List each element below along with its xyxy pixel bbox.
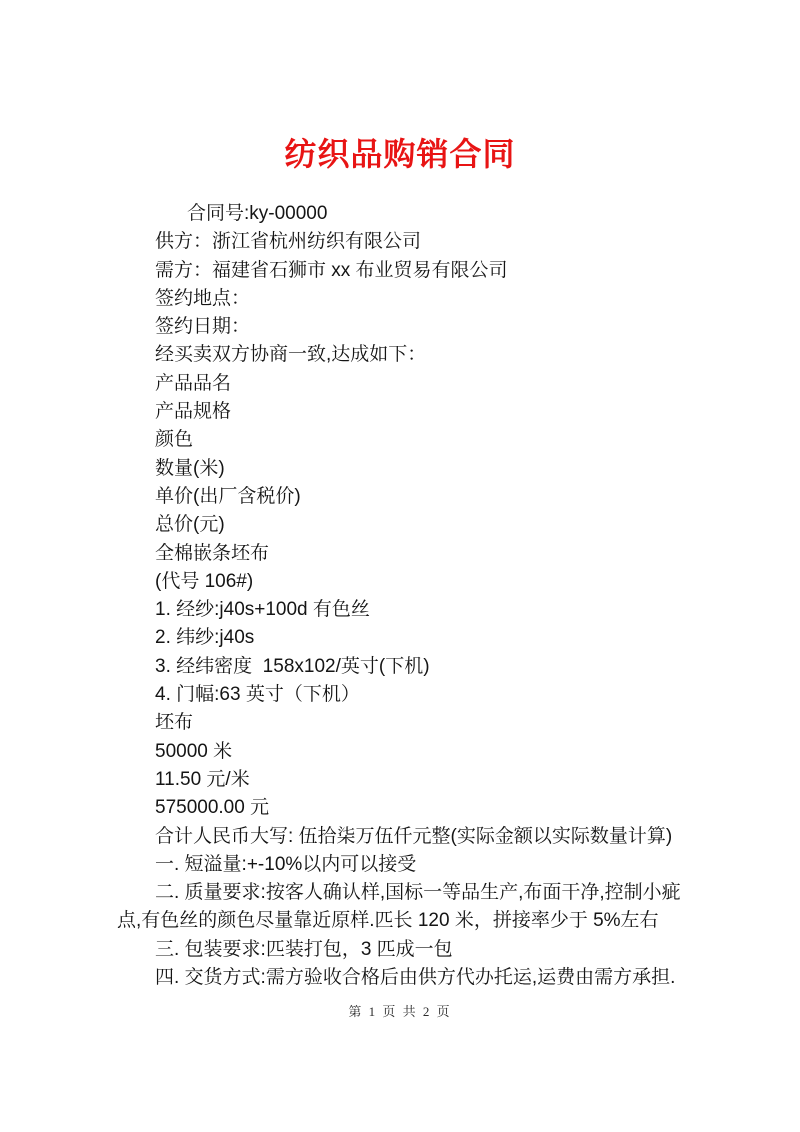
contract-paragraph: 二. 质量要求:按客人确认样,国标一等品生产,布面干净,控制小疵点,有色丝的颜色尽量靠近原样.匹长 120 米，拼接率少于 5%左右 [117, 882, 681, 932]
contract-paragraph: 供方：浙江省杭州纺织有限公司 [155, 231, 422, 253]
contract-paragraph: 颜色 [155, 429, 194, 451]
contract-paragraph: 50000 米 [155, 740, 233, 762]
contract-paragraph: 签约地点： [155, 287, 251, 309]
contract-paragraph: 总价(元) [155, 514, 225, 536]
contract-paragraph: 合同号:ky-00000 [187, 203, 328, 224]
contract-paragraph: 需方：福建省石狮市 xx 布业贸易有限公司 [155, 259, 508, 281]
contract-paragraph: 四. 交货方式:需方验收合格后由供方代办托运,运费由需方承担. [155, 967, 676, 989]
contract-paragraph: 三. 包装要求:匹装打包，3 匹成一包 [155, 938, 453, 960]
contract-paragraph: 合计人民币大写: 伍拾柒万伍仟元整(实际金额以实际数量计算) [155, 825, 673, 847]
contract-paragraph: 11.50 元/米 [155, 768, 250, 790]
contract-paragraph: 一. 短溢量:+-10%以内可以接受 [155, 853, 417, 875]
contract-paragraph: 产品规格 [155, 401, 232, 423]
contract-paragraph: 4. 门幅:63 英寸（下机） [155, 684, 360, 706]
contract-paragraph: 2. 纬纱:j40s [155, 627, 255, 649]
contract-paragraph: 签约日期： [155, 316, 251, 338]
contract-paragraph: 1. 经纱:j40s+100d 有色丝 [155, 599, 370, 621]
contract-paragraph: 坯布 [155, 712, 194, 734]
contract-body [0, 200, 695, 992]
contract-paragraph: 全棉嵌条坯布 [155, 542, 270, 564]
contract-paragraph: 数量(米) [155, 457, 225, 479]
contract-paragraph: (代号 106#) [155, 570, 254, 592]
contract-paragraph: 575000.00 元 [155, 797, 270, 819]
contract-paragraph: 经买卖双方协商一致,达成如下： [155, 344, 427, 366]
document-title: 纺织品购销合同 [284, 136, 516, 172]
contract-paragraph: 3. 经纬密度 158x102/英寸(下机) [155, 655, 430, 677]
page-footer: 第 1 页 共 2 页 [348, 1004, 452, 1019]
contract-paragraph: 单价(出厂含税价) [155, 485, 301, 507]
contract-paragraph: 产品品名 [155, 372, 232, 394]
